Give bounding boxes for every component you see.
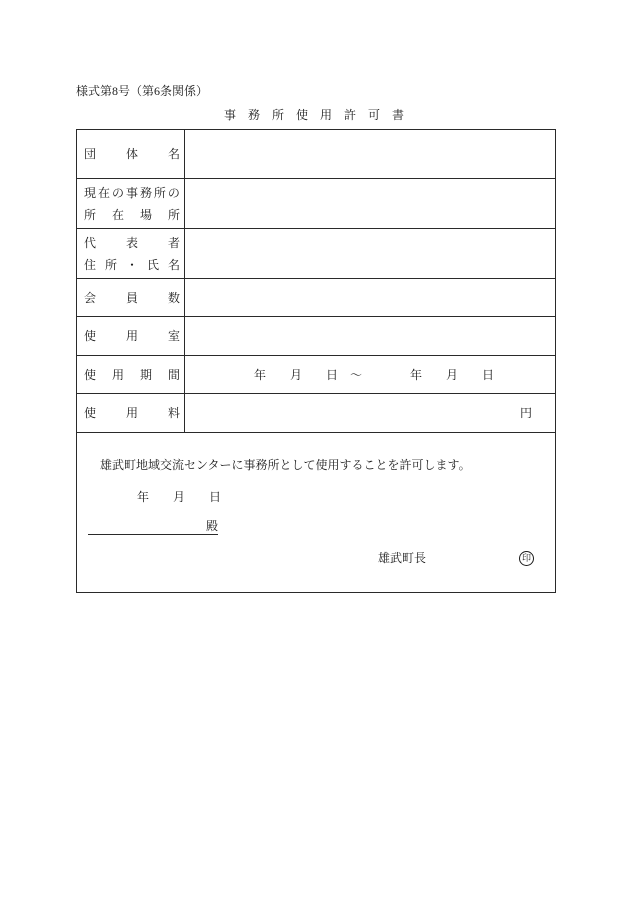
issue-date: 年 月 日	[137, 490, 222, 504]
addressee-suffix: 殿	[205, 519, 218, 533]
usage-period-value: 年 月 日 ～ 年 月 日	[254, 367, 495, 382]
label-character: 者	[167, 235, 180, 250]
label-character: の	[167, 185, 180, 200]
member-count-field	[185, 279, 555, 316]
label-character: 事	[125, 185, 138, 200]
label-character: 表	[125, 235, 138, 250]
seal-mark: 印	[519, 551, 534, 566]
organization-name-field	[185, 130, 555, 178]
row-label-text	[84, 204, 180, 226]
current-office-location-field	[185, 179, 555, 228]
addressee-line	[88, 519, 218, 535]
label-character: 名	[167, 147, 180, 161]
usage-period-field	[185, 356, 555, 393]
label-character: 用	[125, 406, 138, 420]
form-number: 様式第8号（第6条関係）	[76, 84, 209, 98]
label-character: 所	[104, 257, 117, 272]
representative-address-name-field	[185, 229, 555, 278]
row-label-text	[84, 232, 180, 254]
label-character: 使	[84, 329, 97, 343]
row-label-text	[84, 287, 180, 309]
row-label-text	[84, 364, 180, 386]
label-character: 所	[84, 207, 97, 222]
usage-fee-unit: 円	[519, 406, 532, 420]
label-character: 使	[84, 406, 97, 420]
label-character: 間	[167, 367, 180, 382]
permission-section	[77, 433, 555, 592]
label-character: 料	[167, 406, 180, 420]
permit-form-table	[76, 129, 556, 593]
row-label-text	[84, 182, 180, 204]
form-row-organization-name	[77, 130, 555, 179]
row-label-text	[84, 325, 180, 347]
form-row-member-count	[77, 279, 555, 317]
label-character: 期	[139, 367, 152, 382]
label-character: 会	[84, 290, 97, 305]
label-character: 所	[153, 185, 166, 200]
row-label-text	[84, 254, 180, 276]
form-row-usage-period	[77, 356, 555, 394]
row-label	[77, 394, 185, 432]
room-field	[185, 317, 555, 355]
row-label	[77, 229, 185, 278]
label-character: 所	[167, 207, 180, 222]
label-character: 体	[125, 147, 138, 161]
label-character: 場	[139, 207, 152, 222]
label-character: ・	[125, 257, 138, 272]
label-character: 住	[84, 257, 97, 272]
label-character: 現	[84, 185, 97, 200]
label-character: 務	[139, 185, 152, 200]
label-character: 用	[111, 367, 124, 382]
row-label	[77, 356, 185, 393]
label-character: 数	[167, 290, 180, 305]
label-character: 団	[84, 147, 97, 161]
label-character: の	[111, 185, 124, 200]
row-label-text	[84, 402, 180, 424]
row-label	[77, 317, 185, 355]
label-character: 員	[125, 290, 138, 305]
label-character: 使	[84, 367, 97, 382]
label-character: 在	[111, 207, 124, 222]
form-row-usage-fee	[77, 394, 555, 433]
label-character: 在	[97, 185, 110, 200]
label-character: 名	[167, 257, 180, 272]
issuer-name: 雄武町長	[378, 551, 427, 565]
label-character: 代	[84, 235, 97, 250]
form-row-room	[77, 317, 555, 356]
label-character: 氏	[146, 257, 159, 272]
label-character: 室	[167, 329, 180, 343]
permission-statement: 雄武町地域交流センターに事務所として使用することを許可します。	[100, 458, 471, 472]
row-label	[77, 179, 185, 228]
usage-fee-field	[185, 394, 555, 432]
label-character: 用	[125, 329, 138, 343]
document-title: 事 務 所 使 用 許 可 書	[224, 108, 405, 122]
row-label	[77, 279, 185, 316]
row-label-text	[84, 143, 180, 165]
row-label	[77, 130, 185, 178]
form-row-representative	[77, 229, 555, 279]
form-row-current-office-location	[77, 179, 555, 229]
